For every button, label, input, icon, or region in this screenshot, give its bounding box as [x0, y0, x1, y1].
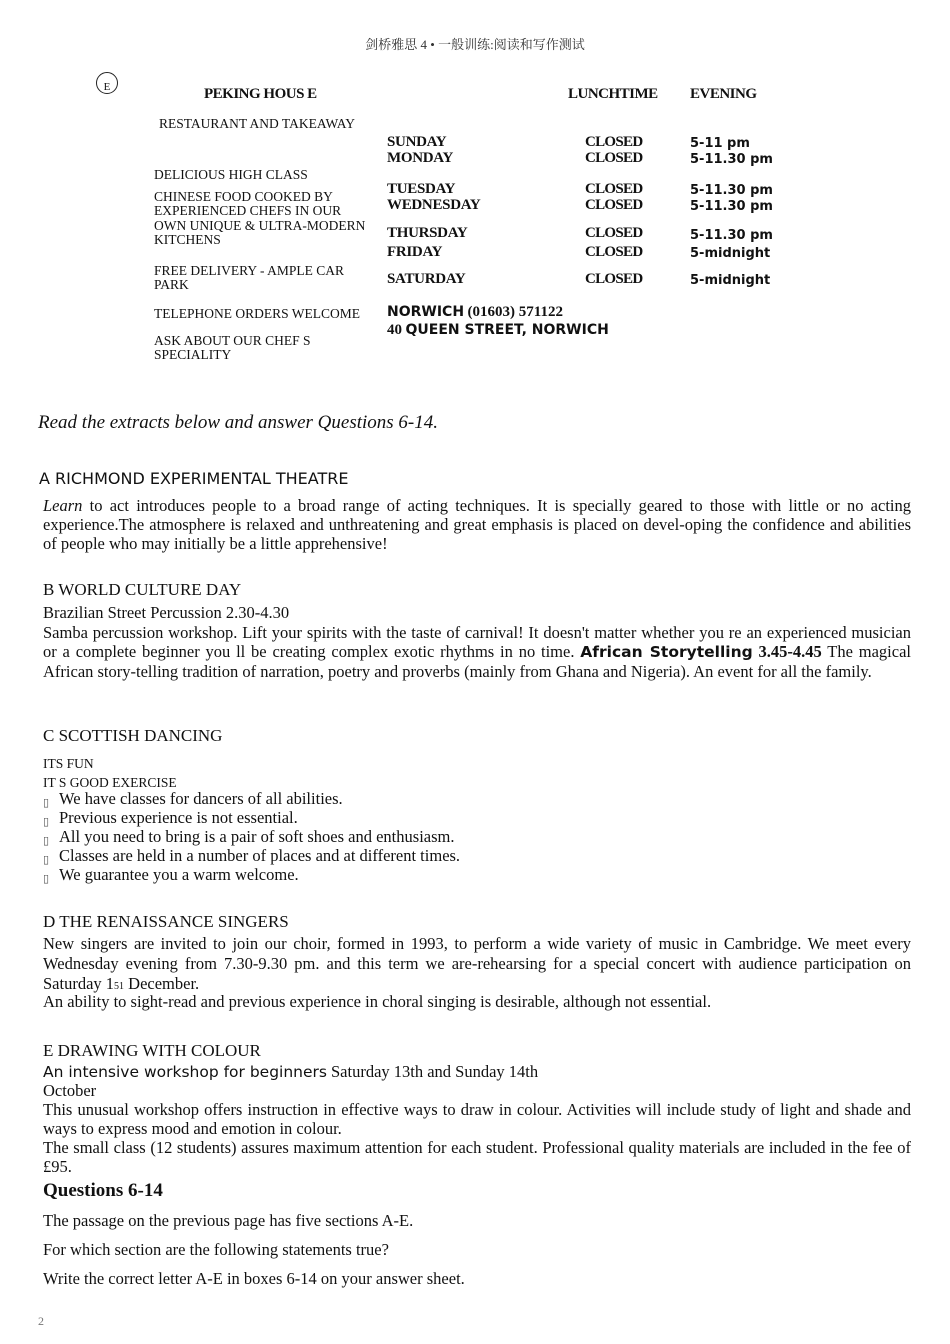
- page-header: 剑桥雅思 4 • 一般训练:阅读和写作测试: [365, 37, 585, 52]
- hours-day: MONDAY: [387, 150, 453, 166]
- section-b-event2-time: 3.45-4.45: [758, 642, 822, 661]
- bullet-icon: ▯: [43, 873, 50, 885]
- hours-day: SUNDAY: [387, 134, 447, 150]
- section-c-bullet: Classes are held in a number of places and at different times.: [59, 846, 461, 865]
- hours-evening: 5-11 pm: [690, 136, 750, 151]
- address-street: QUEEN STREET, NORWICH: [405, 322, 609, 338]
- bullet-icon: ▯: [43, 797, 50, 809]
- restaurant-logo: E: [96, 72, 118, 94]
- section-c-bullet: Previous experience is not essential.: [59, 808, 298, 827]
- section-e-p1: This unusual workshop offers instruction in effective ways to draw in colour. Activities will include study of light and shade and ways to express mood and emotion in colour.: [43, 1100, 911, 1138]
- hours-evening: 5-11.30 pm: [690, 228, 773, 243]
- section-a-body: [43, 496, 911, 553]
- section-d-p1-sup: 51: [114, 981, 125, 992]
- restaurant-name: PEKING HOUS E: [204, 86, 317, 102]
- section-c-title: C SCOTTISH DANCING: [43, 726, 223, 745]
- restaurant-subtitle: RESTAURANT AND TAKEAWAY: [159, 116, 356, 131]
- section-c-line2: IT S GOOD EXERCISE: [43, 775, 177, 790]
- hours-lunch: CLOSED: [585, 134, 643, 150]
- feature-line: DELICIOUS HIGH CLASS: [154, 167, 308, 182]
- feature-line: CHINESE FOOD COOKED BY EXPERIENCED CHEFS IN OUR: [154, 189, 342, 218]
- section-e-subtitle: An intensive workshop for beginners: [43, 1063, 327, 1081]
- hours-lunch: CLOSED: [585, 225, 643, 241]
- section-d-p1-text: New singers are invited to join our choir, formed in 1993, to perform a wide variety of music in Cambridge. We meet every Wednesday evening from 7.30-9.30 pm. and this term we are-rehearsing for a special concert with audience participation on Saturday 1: [43, 934, 911, 993]
- section-b-title: B WORLD CULTURE DAY: [43, 580, 242, 599]
- questions-line: For which section are the following statements true?: [43, 1240, 389, 1259]
- section-e-dates: Saturday 13th and Sunday 14th: [331, 1062, 539, 1081]
- hours-evening: 5-midnight: [690, 246, 771, 261]
- hours-lunch: CLOSED: [585, 181, 643, 197]
- bullet-icon: ▯: [43, 835, 50, 847]
- phone-line: [387, 304, 563, 321]
- phone-city: NORWICH: [387, 304, 465, 320]
- feature-line: OWN UNIQUE & ULTRA-MODERN KITCHENS: [154, 218, 366, 247]
- address-number: 40: [387, 322, 402, 338]
- hours-day: THURSDAY: [387, 225, 468, 241]
- bullet-icon: ▯: [43, 816, 50, 828]
- hours-lunch: CLOSED: [585, 271, 643, 287]
- hours-evening: 5-midnight: [690, 273, 771, 288]
- questions-heading: Questions 6-14: [43, 1180, 163, 1201]
- hours-day: SATURDAY: [387, 271, 466, 287]
- section-c-bullet: We guarantee you a warm welcome.: [59, 865, 299, 884]
- bullet-icon: ▯: [43, 854, 50, 866]
- section-c-line1: ITS FUN: [43, 756, 94, 771]
- instruction: Read the extracts below and answer Questions 6-14.: [38, 412, 439, 433]
- feature-line: ASK ABOUT OUR CHEF S SPECIALITY: [154, 333, 311, 362]
- hours-evening: 5-11.30 pm: [690, 183, 773, 198]
- section-c-bullet: All you need to bring is a pair of soft shoes and enthusiasm.: [59, 827, 455, 846]
- section-b-body: [43, 623, 911, 681]
- address-line: [387, 322, 609, 339]
- section-d-title: D THE RENAISSANCE SINGERS: [43, 912, 289, 931]
- feature-line: FREE DELIVERY - AMPLE CAR PARK: [154, 263, 345, 292]
- section-a-text: to act introduces people to a broad range of acting techniques. It is specially geared to those with little or no acting experience.The atmosphere is relaxed and unthreatening and great emphasis is placed on devel-oping the confidence and abilities of people who may initially be a little apprehensive!: [43, 496, 911, 553]
- phone-number: (01603) 571122: [467, 304, 563, 320]
- section-a-lead: Learn: [43, 496, 83, 515]
- section-e-dates2: October: [43, 1081, 97, 1100]
- hours-day: TUESDAY: [387, 181, 456, 197]
- section-b-event1: Brazilian Street Percussion 2.30-4.30: [43, 603, 290, 622]
- section-e-subtitle-line: [43, 1062, 538, 1082]
- section-b-text2: The magical African story-telling tradition of narration, poetry and proverbs (mainly from Ghana and Nigeria). An event for all the family.: [43, 642, 911, 681]
- hours-evening: 5-11.30 pm: [690, 152, 773, 167]
- section-e-title: E DRAWING WITH COLOUR: [43, 1041, 261, 1060]
- lunchtime-column-header: LUNCHTIME: [568, 86, 658, 102]
- hours-day: FRIDAY: [387, 244, 443, 260]
- section-c-bullet: We have classes for dancers of all abilities.: [59, 789, 343, 808]
- hours-lunch: CLOSED: [585, 150, 643, 166]
- section-e-p2: The small class (12 students) assures maximum attention for each student. Professional quality materials are included in the fee of £95.: [43, 1138, 911, 1176]
- page-number: 2: [38, 1314, 44, 1328]
- questions-line: The passage on the previous page has five sections A-E.: [43, 1211, 414, 1230]
- section-b-event2-name: African Storytelling: [580, 643, 753, 661]
- hours-lunch: CLOSED: [585, 197, 643, 213]
- section-d-p1-end: December.: [124, 974, 200, 993]
- section-d-p1: [43, 934, 911, 997]
- questions-line: Write the correct letter A-E in boxes 6-14 on your answer sheet.: [43, 1269, 465, 1288]
- section-d-p2: An ability to sight-read and previous experience in choral singing is desirable, although not essential.: [43, 992, 712, 1011]
- feature-line: TELEPHONE ORDERS WELCOME: [154, 306, 360, 321]
- section-a-title: A RICHMOND EXPERIMENTAL THEATRE: [39, 469, 349, 488]
- hours-day: WEDNESDAY: [387, 197, 481, 213]
- hours-evening: 5-11.30 pm: [690, 199, 773, 214]
- hours-lunch: CLOSED: [585, 244, 643, 260]
- section-b-text1: Samba percussion workshop. Lift your spirits with the taste of carnival! It doesn't matter whether you re an experienced musician or a complete beginner you ll be creating complex exotic rhythms in no time.: [43, 623, 911, 661]
- evening-column-header: EVENING: [690, 86, 757, 102]
